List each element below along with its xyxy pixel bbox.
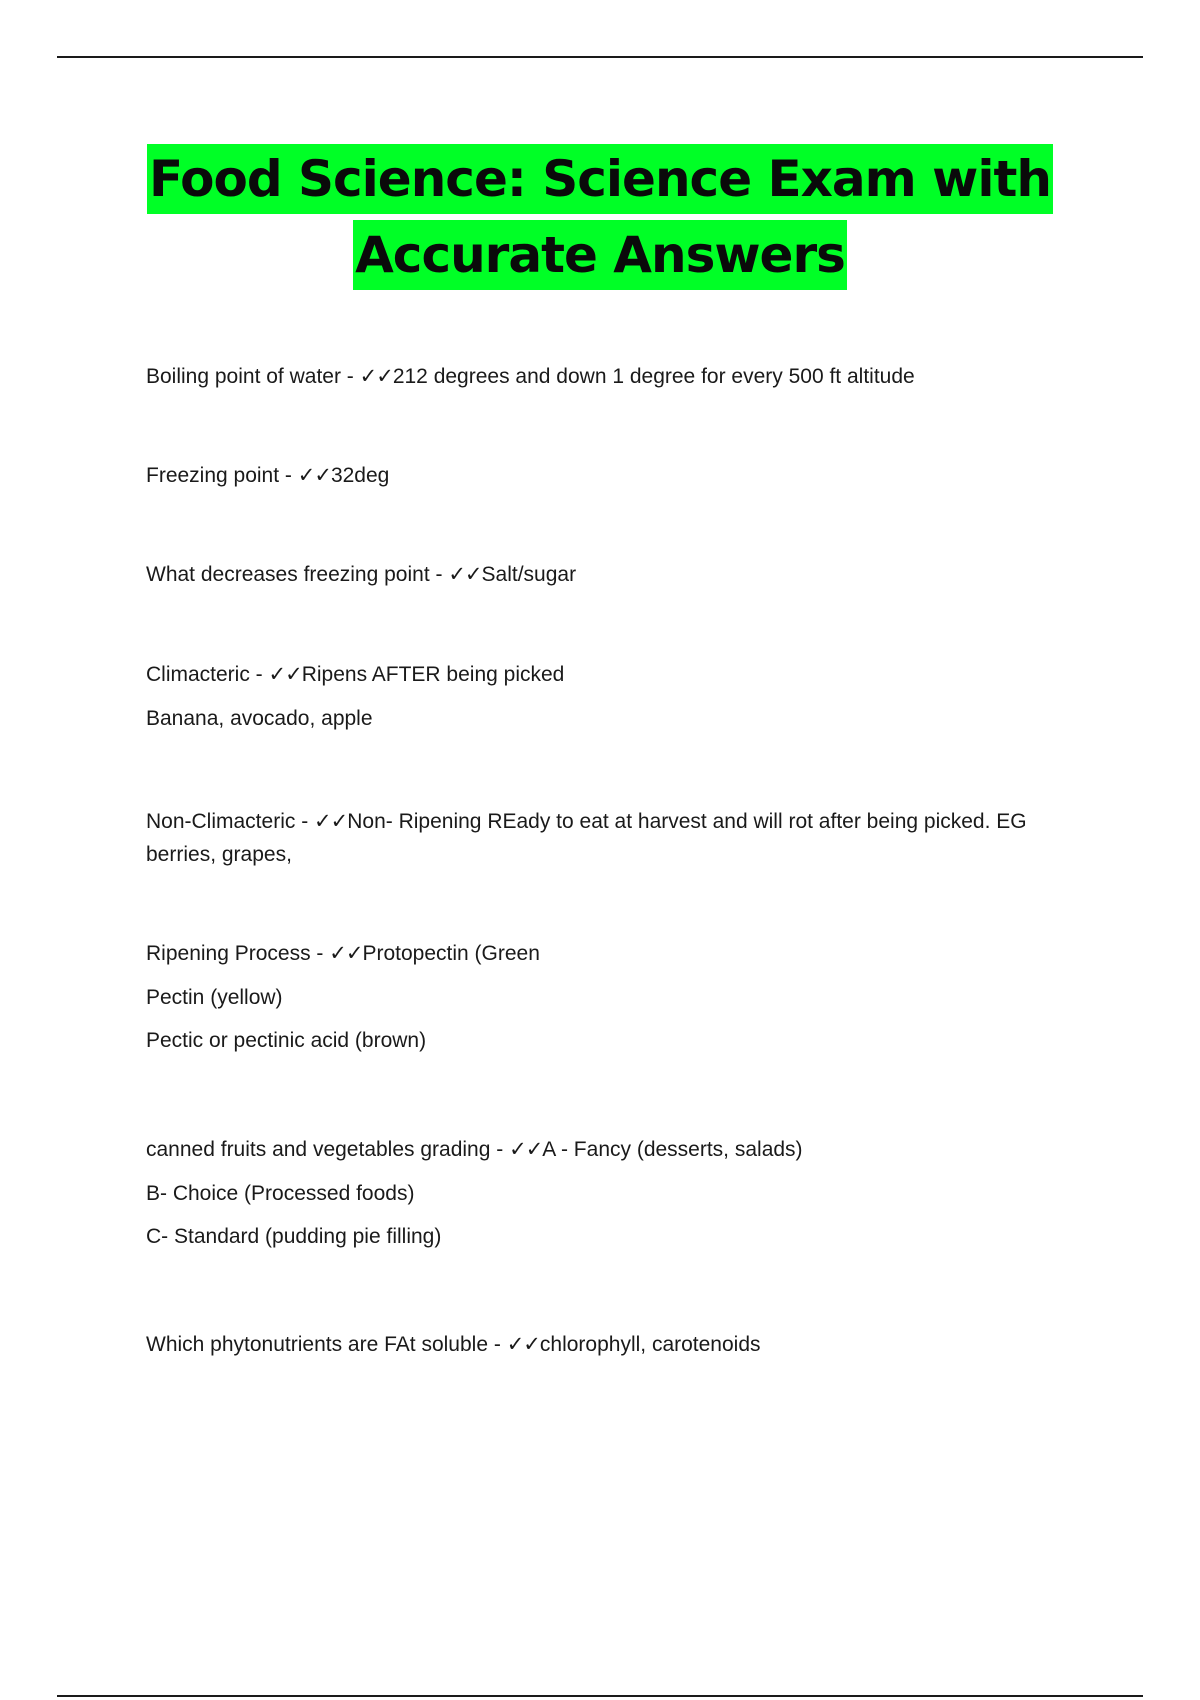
answer-text: chlorophyll, carotenoids [539,1333,761,1356]
question-text: canned fruits and vegetables grading [146,1138,491,1161]
answer-extra-line: B- Choice (Processed foods) [146,1182,415,1205]
qa-line [146,360,1086,393]
top-divider [57,56,1143,58]
question-text: Which phytonutrients are FAt soluble [146,1333,489,1356]
double-check-icon: ✓✓ [359,364,393,388]
qa-line [146,937,1086,970]
double-check-icon: ✓✓ [506,1332,540,1356]
answer-text: 32deg [330,464,390,487]
question-text: What decreases freezing point [146,563,430,586]
question-text: Boiling point of water [146,365,341,388]
separator: - [488,1333,507,1356]
qa-line [146,805,1086,871]
answer-extra-line: Pectin (yellow) [146,986,283,1009]
double-check-icon: ✓✓ [297,463,331,487]
answer-text: A - Fancy (desserts, salads) [542,1138,803,1161]
separator: - [429,563,449,586]
qa-entry-freezing-point-decrease [146,558,1086,607]
answer-text: Ripens AFTER being picked [301,663,565,686]
double-check-icon: ✓✓ [509,1137,543,1161]
question-text: Freezing point [146,464,280,487]
bottom-divider [57,1695,1143,1697]
qa-line [146,558,1086,591]
separator: - [490,1138,510,1161]
title-line-1: Food Science: Science Exam with [147,144,1053,214]
answer-extra-line: Banana, avocado, apple [146,707,373,730]
qa-entry-ripening-process [146,937,1086,1073]
answer-text: Non- Ripening REady to eat at harvest and will rot after being picked. EG berries, grapes, [146,810,1027,866]
qa-line [146,1328,1086,1361]
answer-extra-line: Pectic or pectinic acid (brown) [146,1029,427,1052]
qa-entry-fat-soluble-phytonutrients [146,1328,1086,1377]
qa-entry-climacteric [146,658,1086,751]
double-check-icon: ✓✓ [314,809,348,833]
answer-extra-line: C- Standard (pudding pie filling) [146,1225,442,1248]
answer-text: Protopectin (Green [362,942,540,965]
qa-entry-freezing-point [146,459,1086,508]
question-text: Ripening Process [146,942,311,965]
answer-text: Salt/sugar [481,563,577,586]
question-text: Non-Climacteric [146,810,296,833]
qa-line [146,459,1086,492]
double-check-icon: ✓✓ [448,562,482,586]
question-text: Climacteric [146,663,250,686]
separator: - [340,365,360,388]
qa-entry-canned-grading [146,1133,1086,1269]
title-line-2: Accurate Answers [353,220,847,290]
separator: - [249,663,269,686]
double-check-icon: ✓✓ [268,662,302,686]
document-title [0,144,1200,296]
separator: - [295,810,315,833]
separator: - [279,464,298,487]
separator: - [310,942,330,965]
qa-line [146,1133,1086,1166]
qa-entry-non-climacteric [146,805,1086,887]
answer-text: 212 degrees and down 1 degree for every 500 ft altitude [392,365,915,388]
double-check-icon: ✓✓ [329,941,363,965]
qa-entry-boiling-point [146,360,1086,409]
qa-line [146,658,1086,691]
